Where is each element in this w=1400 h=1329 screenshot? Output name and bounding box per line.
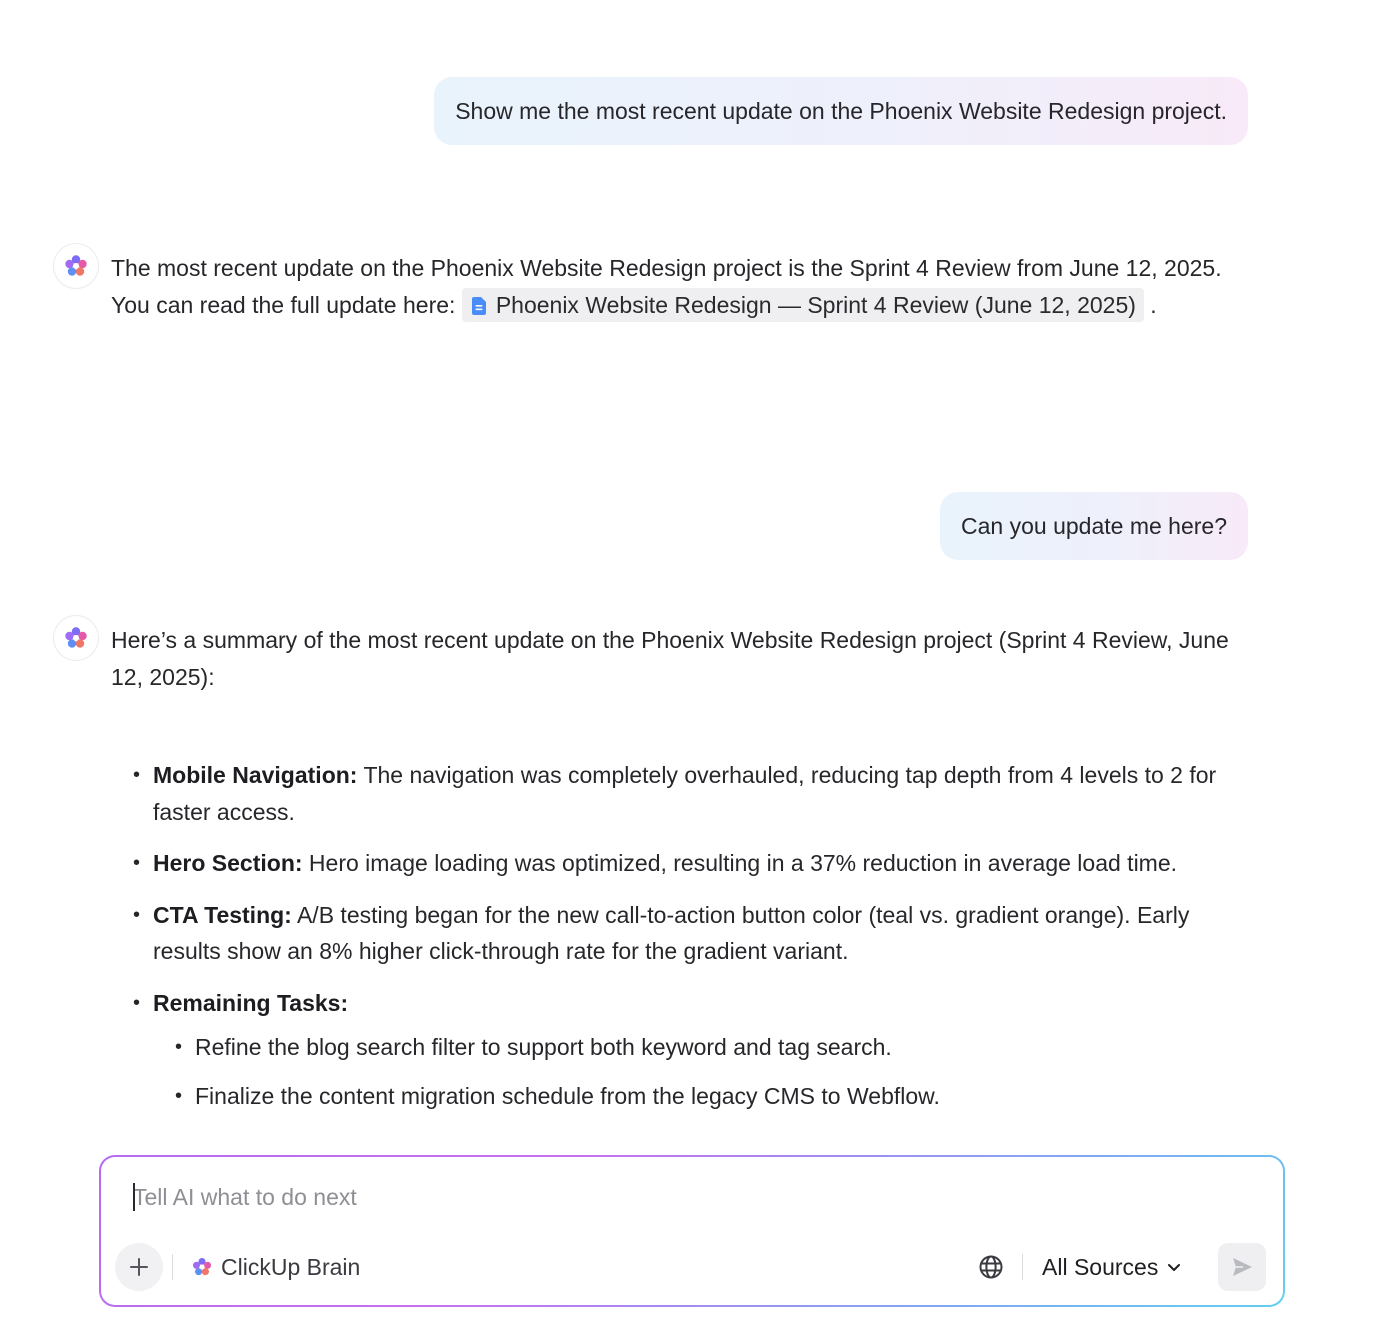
sub-list-item: • Refine the blog search filter to support both keyword and tag search. [173, 1029, 1241, 1066]
list-item [131, 897, 1241, 970]
list-item-text: The navigation was completely overhauled, reducing tap depth from 4 levels to 2 for faster access. [153, 762, 1217, 825]
list-item [131, 757, 1241, 830]
text-caret [133, 1183, 135, 1211]
clickup-brain-button[interactable] [191, 1249, 360, 1285]
user-message [940, 492, 1248, 560]
ai-avatar [53, 615, 99, 661]
document-icon [472, 297, 486, 315]
list-item-title: CTA Testing: [153, 901, 292, 928]
list-item-title: Remaining Tasks: [153, 989, 349, 1016]
prompt-composer [99, 1155, 1285, 1307]
clickup-brain-logo-icon [63, 625, 89, 651]
assistant-message [111, 250, 1251, 323]
add-attachment-button[interactable] [115, 1243, 163, 1291]
user-message-text: Show me the most recent update on the Phoenix Website Redesign project. [455, 98, 1227, 124]
composer-body [101, 1157, 1283, 1305]
toolbar-divider [172, 1254, 173, 1280]
send-button[interactable] [1218, 1243, 1266, 1291]
clickup-brain-label: ClickUp Brain [221, 1253, 361, 1280]
sources-dropdown[interactable] [1042, 1249, 1182, 1285]
sub-list [153, 1029, 1241, 1114]
sources-label: All Sources [1042, 1253, 1159, 1280]
toolbar-divider [1022, 1254, 1023, 1280]
assistant-intro-text: Here’s a summary of the most recent update on the Phoenix Website Redesign project (Sprint 4 Review, June 12, 2025): [111, 627, 1229, 690]
list-item [131, 845, 1241, 882]
sub-list-item: • Finalize the content migration schedule from the legacy CMS to Webflow. [173, 1078, 1241, 1115]
list-item-text: A/B testing began for the new call-to-action button color (teal vs. gradient orange). Early results show an 8% higher click-through rate for the gradient variant. [153, 901, 1190, 964]
plus-icon [129, 1257, 149, 1277]
send-icon [1230, 1255, 1254, 1279]
list-item-title: Mobile Navigation: [153, 762, 358, 788]
doc-link[interactable] [462, 288, 1144, 322]
list-item [131, 985, 1241, 1115]
chevron-down-icon [1166, 1259, 1182, 1275]
doc-link-label: Phoenix Website Redesign — Sprint 4 Review (June 12, 2025) [495, 291, 1136, 318]
summary-list [131, 757, 1241, 1128]
clickup-brain-logo-icon [191, 1256, 213, 1278]
user-message-text: Can you update me here? [961, 513, 1227, 539]
web-search-button[interactable] [975, 1251, 1007, 1283]
globe-icon [978, 1254, 1004, 1280]
list-item-text: Hero image loading was optimized, resulting in a 37% reduction in average load time. [308, 850, 1178, 876]
assistant-message-intro [111, 622, 1251, 695]
assistant-message-end: . [1150, 291, 1157, 318]
prompt-input[interactable] [133, 1179, 1033, 1215]
user-message [434, 77, 1248, 145]
assistant-message-text: The most recent update on the Phoenix Website Redesign project is the Sprint 4 Review from June 12, 2025. You can read the full update here: [111, 255, 1222, 318]
clickup-brain-logo-icon [63, 253, 89, 279]
list-item-title: Hero Section: [153, 850, 303, 876]
ai-avatar [53, 243, 99, 289]
